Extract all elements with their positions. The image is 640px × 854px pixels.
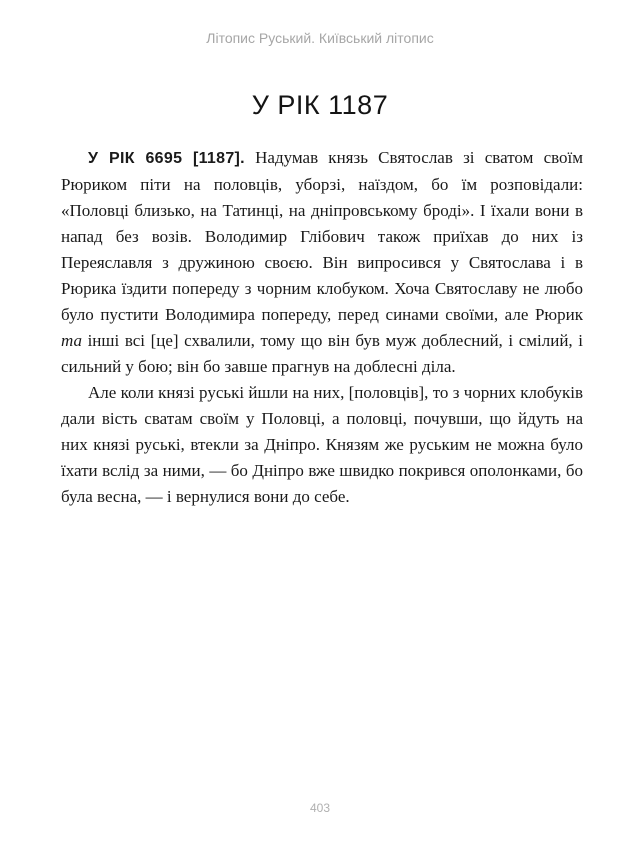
paragraph-2: Але коли князі руські йшли на них, [половців], то з чорних клобуків дали вість сватам своїм у Половці, а половці, почувши, що йдуть на них князі руські, втекли за Дніпро. Князям же руським не можна було їхати вслід за ними, — бо Дніпро вже швидко покрився ополонками, бо була весна, — і вернулися вони до себе. [61, 383, 583, 506]
italic-editorial-word: та [61, 331, 82, 350]
page-number: 403 [309, 801, 331, 815]
body-text [61, 145, 583, 510]
chapter-title: У РІК 1187 [251, 90, 389, 120]
year-heading: У РІК 6695 [1187]. [88, 150, 245, 167]
paragraph-1-text-a: Надумав князь Святослав зі сватом своїм Рюриком піти на половців, уборзі, наїздом, бо їм розповідали: «Половці близько, на Татинці, на дніпровському броді». І їхали вони в напад без возів. Володимир Глібович також приїхав до них із Переяславля з дружиною своєю. Він випросився у Святослава і в Рюрика їздити попереду з чорним клобуком. Хоча Святославу не любо було пустити Володимира попереду, перед синами своїми, але Рюрик [61, 148, 584, 324]
paragraph-1-text-b: інші всі [це] схвалили, тому що він був муж доблесний, і смілий, і сильний у бою; він бо завше прагнув на доблесні діла. [61, 331, 583, 376]
paragraph-1 [61, 145, 583, 380]
running-header: Літопис Руський. Київський літопис [206, 30, 434, 46]
